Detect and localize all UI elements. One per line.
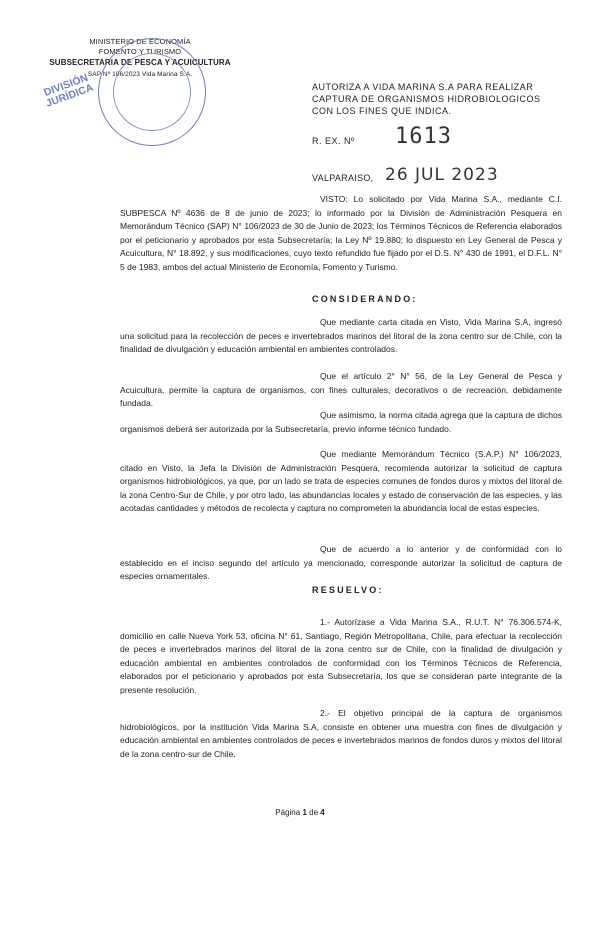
- page-label: Página: [275, 808, 301, 817]
- considerando-paragraph-3: [120, 409, 562, 436]
- place: VALPARAISO,: [312, 173, 374, 183]
- page-total: 4: [320, 808, 325, 817]
- considerando-paragraph-2: [120, 370, 562, 411]
- considerando-paragraph-4: [120, 448, 562, 516]
- considerando-text-4: Que mediante Memorándum Técnico (S.A.P.) N° 106/2023, citado en Visto, la Jefa la División de Administración Pesquera, recomienda autorizar la solicitud de captura organismos hidrobiológicos, ya que, por un lado se trata de especies comunes de fondos duros y mixtos del litoral de la zona Centro-Sur de Chile, y por otro lado, las abundancias locales y estado de conservación de las especies, y las acotadas cantidades y métodos de recolecta y captura no comprometen la abundancia local de estas especies.: [120, 449, 562, 514]
- resolution-number: 1613: [395, 124, 452, 149]
- date-stamp: 26 JUL 2023: [385, 165, 499, 185]
- considerando-paragraph-5: [120, 543, 562, 584]
- stamp-text: DIVISIÓN JURÍDICA: [42, 71, 96, 110]
- considerando-text-2: Que el artículo 2° N° 56, de la Ley General de Pesca y Acuicultura, permite la captura de organismos, con fines culturales, decorativos o de recreación, debidamente fundada.: [120, 371, 562, 409]
- resuelvo-text-1: 1.- Autorízase a Vida Marina S.A., R.U.T. N° 76.306.574-K, domicilio en calle Nueva York 53, oficina N° 61, Santiago, Región Metropolitana, Chile, para efectuar la recolección de peces e invertebrados marinos del litoral de la zona centro sur de Chile, con la finalidad de divulgación y educación ambiental en ambientes controlados de conformidad con los Términos Técnicos de Referencia, elaborados por el peticionario y aprobados por esta Subsecretaría, los que se consideran parte integrante de la presente resolución.: [120, 617, 562, 695]
- resuelvo-paragraph-1: [120, 616, 562, 698]
- visto-text: VISTO: Lo solicitado por Vida Marina S.A., mediante C.I. SUBPESCA Nº 4636 de 8 de junio de 2023; lo informado por la División de Administración Pesquera en Memorándum Técnico (SAP) N° 106/2023 de 30 de Junio de 2023; los Términos Técnicos de Referencia elaborados por el peticionario y aprobados por esta Subsecretaría; la Ley Nº 19.880; lo dispuesto en Ley General de Pesca y Acuicultura, N° 18.892, y sus modificaciones, cuyo texto refundido fue fijado por el D.S. N° 430 de 1991, el D.F.L. N° 5 de 1983, ambos del actual Ministerio de Economía, Fomento y Turismo.: [120, 194, 562, 272]
- visto-paragraph: [120, 193, 562, 275]
- resuelvo-paragraph-2: [120, 707, 562, 761]
- page-footer: [0, 808, 600, 817]
- header-subsecretaria: SUBSECRETARIA DE PESCA Y ACUICULTURA: [49, 58, 231, 67]
- considerando-text-1: Que mediante carta citada en Visto, Vida Marina S.A, ingresó una solicitud para la recolección de peces e invertebrados marinos del litoral de la zona centro sur de Chile, con la finalidad de divulgación y educación ambiental en ambientes controlados.: [120, 317, 562, 355]
- page-current: 1: [302, 808, 307, 817]
- considerando-paragraph-1: [120, 316, 562, 357]
- resuelvo-text-2: 2.- El objetivo principal de la captura de organismos hidrobiológicos, por la institución Vida Marina S.A, consiste en obtener una muestra con fines de divulgación y educación ambiental en ambientes controlados de peces e invertebrados marinos de fondos duros y mixtos del litoral de la zona centro-sur de Chile.: [120, 708, 562, 759]
- header-sap-reference: SAP Nº 106/2023 Vida Marina S.A.: [87, 71, 193, 78]
- header-fomento: FOMENTO Y TURISMO: [98, 47, 182, 56]
- considerando-text-3: Que asimismo, la norma citada agrega que la captura de dichos organismos deberá ser autorizada por la Subsecretaría, previo informe técnico fundado.: [120, 410, 562, 434]
- division-juridica-stamp: [98, 38, 206, 146]
- header-ministry: MINISTERIO DE ECONOMÍA: [89, 37, 191, 46]
- considerando-heading: CONSIDERANDO:: [312, 294, 418, 304]
- resolution-label: R. EX. Nº: [312, 136, 355, 146]
- considerando-text-5: Que de acuerdo a lo anterior y de conformidad con lo establecido en el inciso segundo del artículo ya mencionado, corresponde autorizar la solicitud de captura de especies ornamentales.: [120, 544, 562, 582]
- resolution-title: AUTORIZA A VIDA MARINA S.A PARA REALIZAR CAPTURA DE ORGANISMOS HIDROBIOLOGICOS CON LOS FINES QUE INDICA.: [312, 82, 541, 116]
- resuelvo-heading: RESUELVO:: [312, 585, 384, 595]
- stamp-inner-ring: [113, 53, 191, 131]
- page-of: de: [309, 808, 319, 817]
